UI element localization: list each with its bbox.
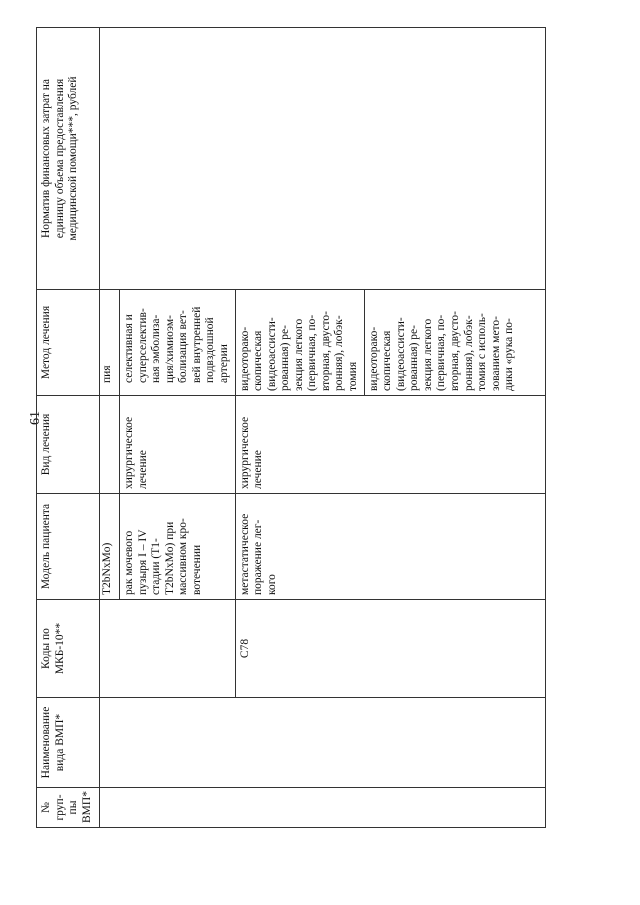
cell-norm (100, 28, 546, 290)
cell-treatment-row2: хирургическое лечение (235, 396, 546, 494)
cell-treatment-row0 (100, 396, 120, 494)
vmp-table (36, 27, 546, 828)
cell-model-row1: рак мочевого пузыря I – IV стадии (T1- T2bNxMo) при массивном кро- вотечении (120, 494, 236, 600)
header-group-number: № груп- пы ВМП* (37, 788, 100, 828)
cell-group (100, 788, 546, 828)
rotated-sheet (36, 28, 546, 828)
header-vmp-name: Наименование вида ВМП* (37, 698, 100, 788)
cell-model-row2: метастатическое поражение лег- кого (235, 494, 546, 600)
cell-model-row0: T2bNxMo) (100, 494, 120, 600)
table-row (100, 28, 120, 828)
cell-method-row1: селективная и суперселектив- ная эмболиза- ция/химиоэм- болизация вет- вей внутренней подвздошной артерии (120, 290, 236, 396)
cell-method-row3: видеоторако- скопическая (видеоассисти- рованная) ре- зекция легкого (первичная, по- вторная, двусто- ронняя), лобэк- томия с исполь- зованием мето- дики «рука по- (364, 290, 545, 396)
cell-code-empty (100, 600, 236, 698)
cell-name (100, 698, 546, 788)
header-treatment-method: Метод лечения (37, 290, 100, 396)
cell-code-row2: C78 (235, 600, 546, 698)
header-financial-norm: Норматив финансовых затрат на единицу объема предоставления медицинской помощи***, рублей (37, 28, 100, 290)
rotated-content (36, 28, 546, 828)
header-treatment-type: Вид лечения (37, 396, 100, 494)
table-header-row (37, 28, 100, 828)
cell-treatment-row1: хирургическое лечение (120, 396, 236, 494)
header-patient-model: Модель пациента (37, 494, 100, 600)
cell-method-row2: видеоторако- скопическая (видеоассисти- рованная) ре- зекция легкого (первичная, по- вторная, двусто- ронняя), лобэк- томия (235, 290, 364, 396)
header-icd-codes: Коды по МКБ-10** (37, 600, 100, 698)
page-number: 61 (28, 411, 43, 425)
cell-method-row0: пия (100, 290, 120, 396)
